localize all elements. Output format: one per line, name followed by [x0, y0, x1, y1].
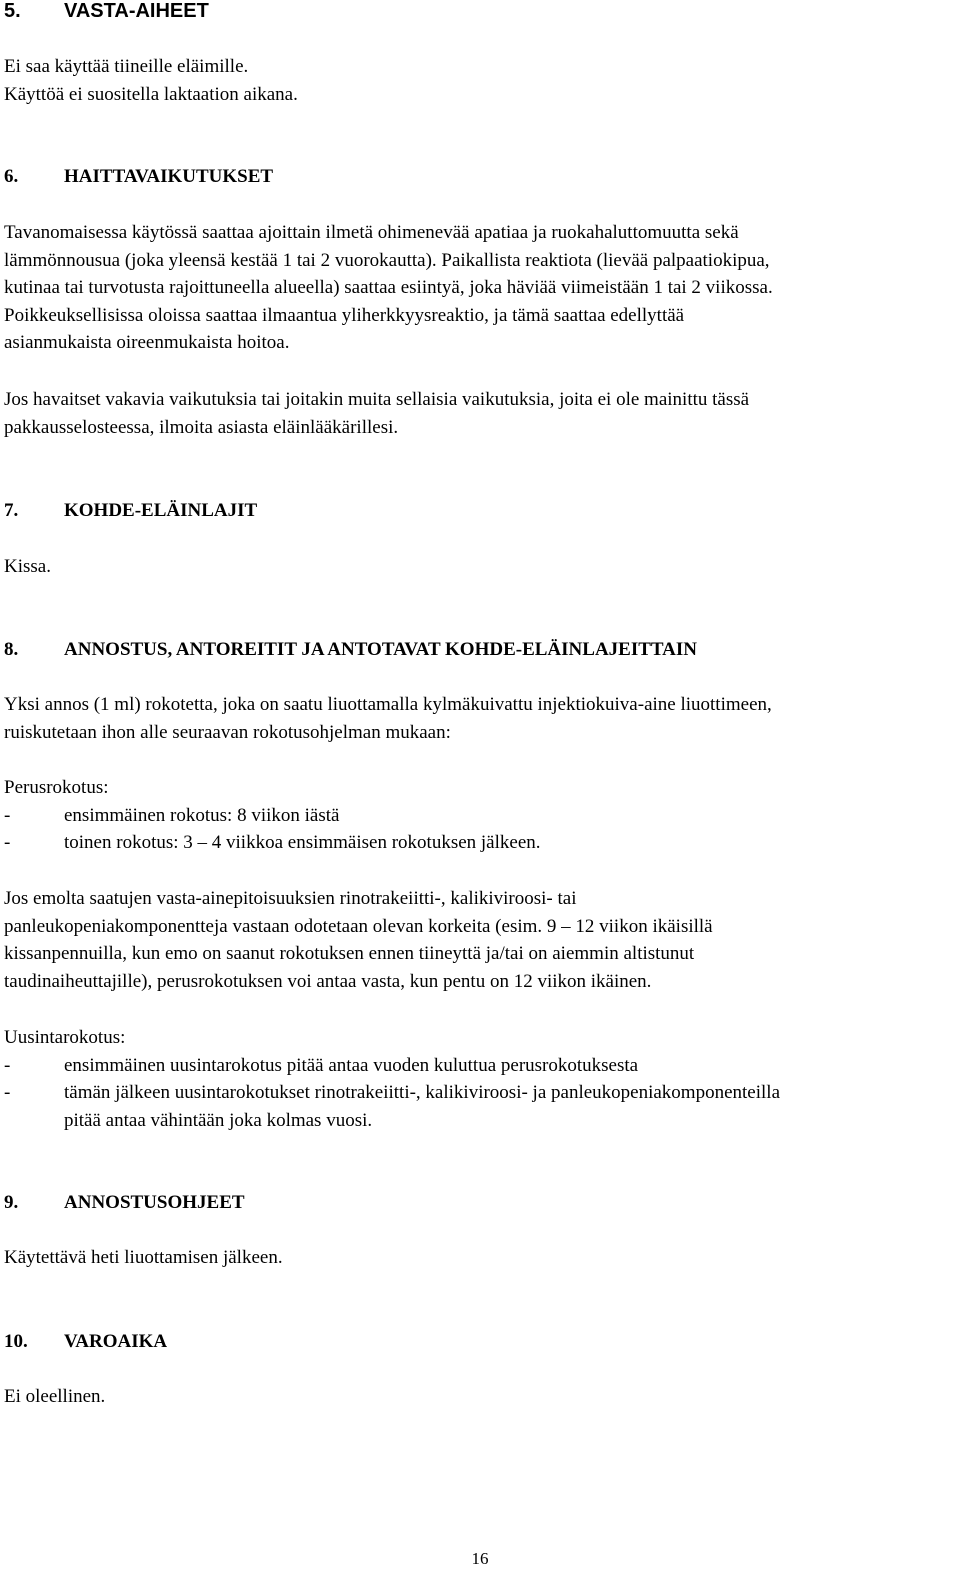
section-title: VAROAIKA [64, 1331, 168, 1352]
section-title: ANNOSTUS, ANTOREITIT JA ANTOTAVAT KOHDE-ELÄINLAJEITTAIN [64, 639, 698, 660]
section-8-paragraph-1 [4, 691, 956, 746]
booster-vaccination-label: Uusintarokotus: [4, 1027, 126, 1048]
list-item [4, 1052, 956, 1080]
section-title: KOHDE-ELÄINLAJIT [64, 500, 258, 521]
text-line: Ei oleellinen. [4, 1386, 106, 1407]
section-6-paragraph-1 [4, 219, 956, 357]
text-line: lämmönnousua (joka yleensä kestää 1 tai 2 vuorokautta). Paikallista reaktiota (lievää palpaatiokipua, [4, 249, 770, 271]
list-dash: - [4, 832, 11, 853]
text-line: Jos emolta saatujen vasta-ainepitoisuuksien rinotrakeiitti-, kalikiviroosi- tai [4, 888, 577, 909]
text-line: Poikkeuksellisissa oloissa saattaa ilmaantua yliherkkyysreaktio, ja tämä saattaa edellyttää [4, 304, 685, 326]
section-title: ANNOSTUSOHJEET [64, 1192, 245, 1213]
text-line: Yksi annos (1 ml) rokotetta, joka on saatu liuottamalla kylmäkuivattu injektiokuiva-aine liuottimeen, [4, 694, 772, 715]
section-number: 9. [4, 1192, 19, 1213]
list-item [4, 1079, 956, 1107]
text-line: ruiskutetaan ihon alle seuraavan rokotusohjelman mukaan: [4, 721, 451, 743]
list-item [4, 802, 956, 830]
section-title: VASTA-AIHEET [64, 0, 209, 22]
list-dash: - [4, 1054, 11, 1076]
section-8-paragraph-2 [4, 885, 956, 995]
text-line: kutinaa tai turvotusta rajoittuneella alueella) saattaa esiintyä, joka häviää viimeistään 1 tai 2 viikossa. [4, 277, 773, 298]
list-item-text: ensimmäinen uusintarokotus pitää antaa vuoden kuluttua perusrokotuksesta [64, 1054, 639, 1076]
basic-vaccination-label: Perusrokotus: [4, 777, 109, 798]
text-line: Käytettävä heti liuottamisen jälkeen. [4, 1247, 283, 1268]
section-6-paragraph-2 [4, 386, 956, 441]
text-line: asianmukaista oireenmukaista hoitoa. [4, 332, 290, 353]
section-5-heading [4, 0, 956, 26]
list-item-text: ensimmäinen rokotus: 8 viikon iästä [64, 804, 340, 826]
text-line: Käyttöä ei suositella laktaation aikana. [4, 83, 298, 105]
text-line: taudinaiheuttajille), perusrokotuksen voi antaa vasta, kun pentu on 12 viikon ikäinen. [4, 970, 652, 992]
booster-vaccination [4, 1024, 956, 1134]
section-10-heading [4, 1328, 956, 1356]
list-item-continuation [4, 1107, 956, 1135]
section-9-heading [4, 1189, 956, 1217]
text-line: kissanpennuilla, kun emo on saanut rokotuksen ennen tiineyttä ja/tai on aiemmin altistunut [4, 943, 695, 964]
section-number: 5. [4, 0, 21, 22]
text-line: Ei saa käyttää tiineille eläimille. [4, 56, 249, 77]
section-number: 6. [4, 166, 19, 187]
section-5-body [4, 53, 956, 108]
text-line: panleukopeniakomponentteja vastaan odotetaan olevan korkeita (esim. 9 – 12 viikon ikäisillä [4, 915, 713, 937]
section-title: HAITTAVAIKUTUKSET [64, 166, 274, 187]
text-line: Tavanomaisessa käytössä saattaa ajoittain ilmetä ohimenevää apatiaa ja ruokahaluttomuutta sekä [4, 222, 739, 243]
section-number: 8. [4, 639, 19, 660]
section-7-heading [4, 497, 956, 525]
text-line: pakkausselosteessa, ilmoita asiasta eläinlääkärillesi. [4, 416, 399, 438]
text-line: Jos havaitset vakavia vaikutuksia tai joitakin muita sellaisia vaikutuksia, joita ei ole mainittu tässä [4, 389, 750, 410]
section-10-body [4, 1383, 956, 1411]
list-item [4, 829, 956, 857]
list-item-text: tämän jälkeen uusintarokotukset rinotrakeiitti-, kalikiviroosi- ja panleukopeniakomponenteilla [64, 1082, 780, 1103]
section-7-body [4, 553, 956, 581]
section-8-heading [4, 636, 956, 664]
page-number: 16 [471, 1549, 489, 1568]
section-9-body [4, 1244, 956, 1272]
basic-vaccination [4, 774, 956, 857]
list-item-text: pitää antaa vähintään joka kolmas vuosi. [64, 1109, 373, 1131]
text-line: Kissa. [4, 556, 51, 577]
section-6-heading [4, 163, 956, 191]
section-number: 10. [4, 1331, 28, 1352]
list-item-text: toinen rokotus: 3 – 4 viikkoa ensimmäisen rokotuksen jälkeen. [64, 832, 541, 853]
list-dash: - [4, 1082, 11, 1103]
section-number: 7. [4, 500, 19, 521]
list-dash: - [4, 804, 11, 826]
